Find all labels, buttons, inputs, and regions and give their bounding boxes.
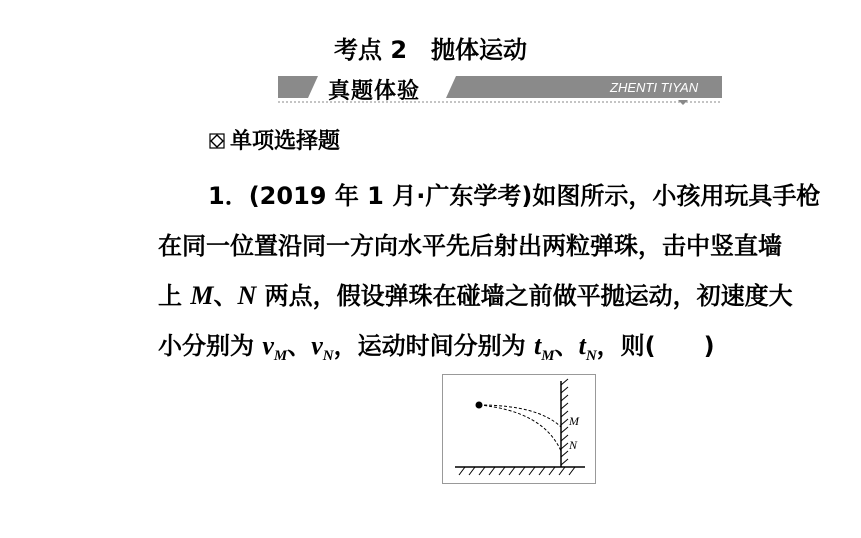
- question-line-4: [158, 326, 715, 365]
- wall-hatching: [561, 379, 568, 465]
- page-title: 考点 2 抛体运动: [333, 36, 528, 64]
- question-text: 两点，假设弹珠在碰墙之前做平抛运动，初速度大: [256, 282, 793, 310]
- question-source: (2019 年 1 月·广东学考): [248, 182, 533, 210]
- trajectory-n: [479, 405, 561, 451]
- ground-hatching: [459, 467, 575, 475]
- variable-m: M: [190, 281, 214, 310]
- diamond-bullet-icon: [208, 132, 226, 150]
- subscript-n: N: [585, 347, 597, 364]
- question-text: ，则( ): [596, 332, 715, 360]
- subscript-m: M: [541, 347, 555, 364]
- question-line-2: 在同一位置沿同一方向水平先后射出两粒弹珠，击中竖直墙: [158, 232, 782, 260]
- question-text: 上: [158, 282, 191, 310]
- label-n: N: [569, 438, 578, 452]
- subscript-n: N: [322, 347, 334, 364]
- question-text: 、: [554, 332, 579, 360]
- question-number: 1．: [208, 182, 249, 210]
- variable-v: v: [311, 331, 323, 360]
- section-heading: [208, 124, 340, 155]
- variable-v: v: [262, 331, 274, 360]
- subscript-m: M: [273, 347, 288, 364]
- projectile-figure: [442, 374, 596, 484]
- label-m: M: [569, 414, 579, 428]
- banner-label: 真题体验: [328, 79, 421, 104]
- question-line-1: [208, 176, 820, 211]
- trajectory-m: [479, 405, 561, 427]
- question-text: 小分别为: [158, 332, 263, 360]
- variable-n: N: [237, 281, 257, 310]
- question-text: 如图所示，小孩用玩具手枪: [532, 182, 821, 210]
- question-text: 、: [287, 332, 312, 360]
- question-line-3: [158, 276, 793, 311]
- variable-t: t: [534, 331, 542, 360]
- question-text: ，运动时间分别为: [333, 332, 534, 360]
- banner-english-label: ZHENTI TIYAN: [610, 80, 699, 95]
- question-text: 、: [213, 282, 238, 310]
- projectile-diagram: [443, 375, 595, 483]
- section-label: 单项选择题: [230, 129, 341, 154]
- variable-t: t: [578, 331, 586, 360]
